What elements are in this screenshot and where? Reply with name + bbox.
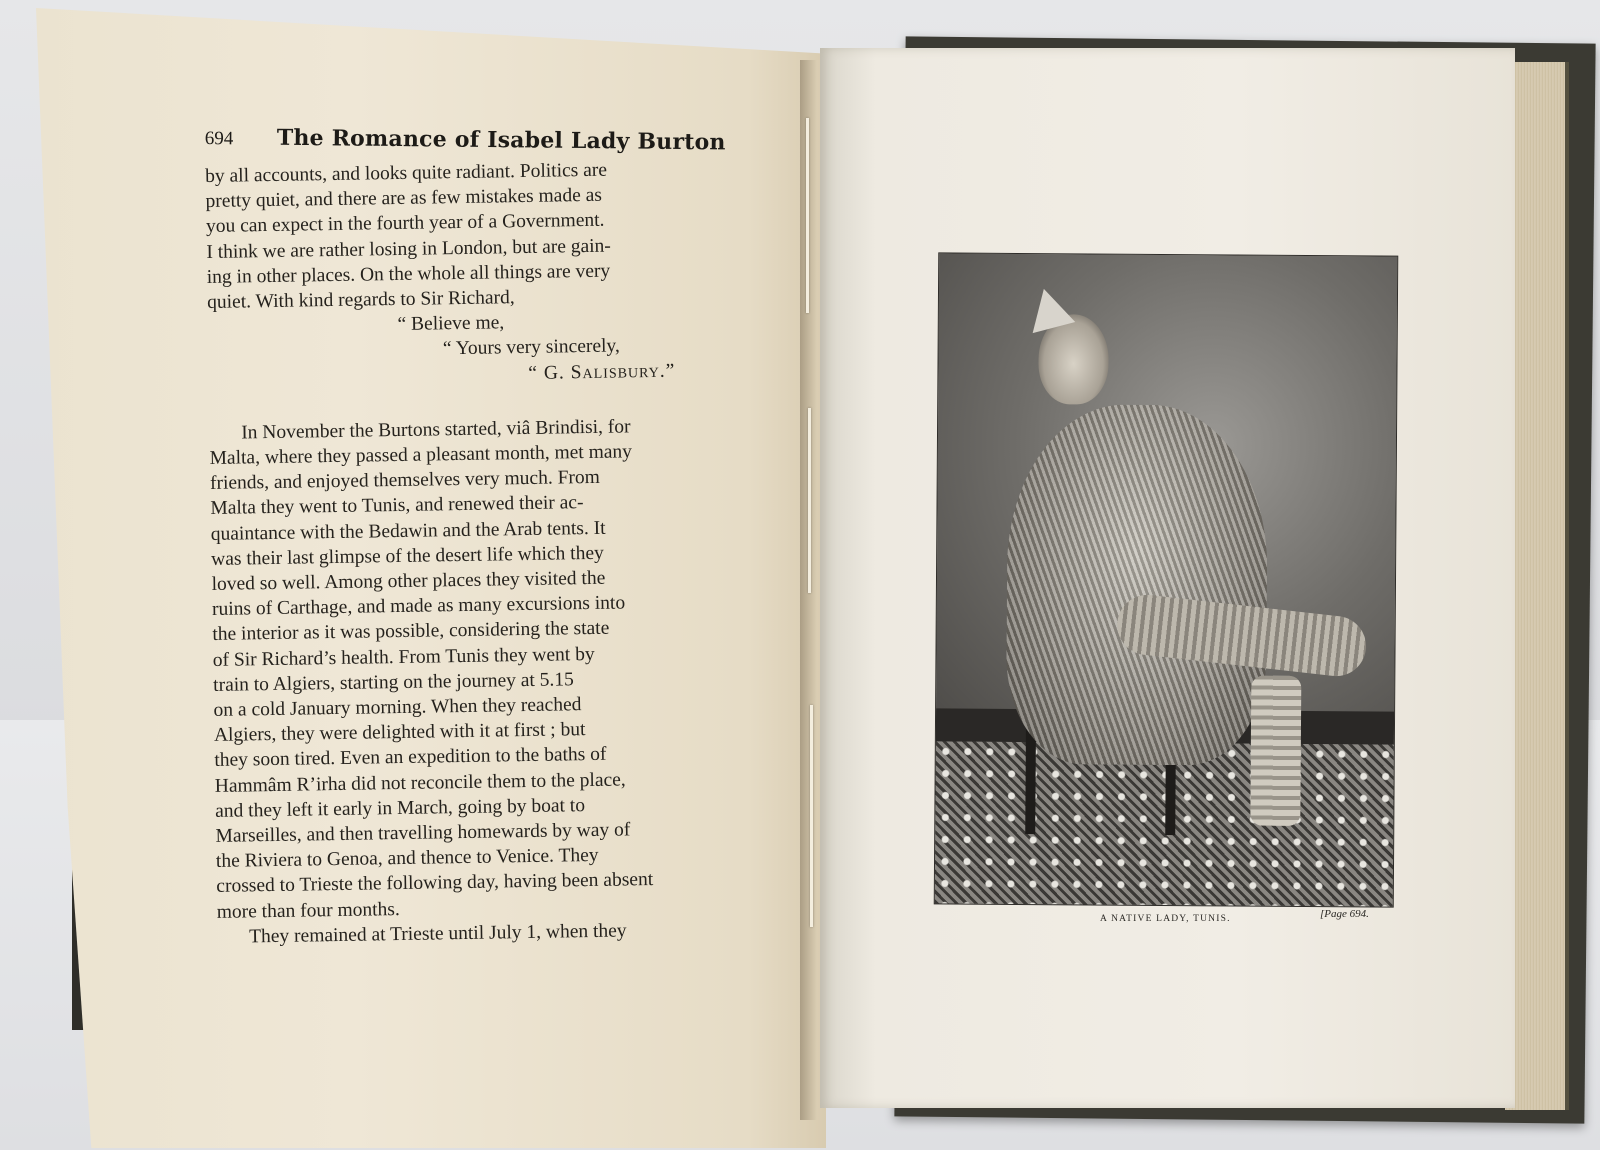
plate-page-reference: [Page 694. bbox=[1320, 908, 1369, 920]
text-line: I think we are rather losing in London, but are gain- bbox=[206, 235, 612, 263]
paragraph-line: loved so well. Among other places they visited the bbox=[211, 567, 606, 595]
paragraph-line: and they left it early in March, going by boat to bbox=[215, 794, 586, 822]
paragraph-line: They remained at Trieste until July 1, when they bbox=[248, 920, 627, 948]
paragraph-line: they soon tired. Even an expedition to the baths of bbox=[214, 744, 607, 772]
photo-figure-costume bbox=[1006, 404, 1269, 766]
binding-stitch bbox=[808, 408, 811, 593]
letter-closing: “ Yours very sincerely, bbox=[442, 335, 621, 360]
paragraph-line: In November the Burtons started, viâ Brindisi, for bbox=[241, 416, 631, 444]
paragraph-line: Malta, where they passed a pleasant month, met many bbox=[209, 441, 633, 469]
paragraph-line: train to Algiers, starting on the journey at 5.15 bbox=[213, 669, 574, 696]
paragraph-line: quaintance with the Bedawin and the Arab tents. It bbox=[210, 517, 606, 545]
text-line: ing in other places. On the whole all things are very bbox=[206, 260, 611, 288]
spine-gutter bbox=[800, 60, 828, 1120]
paragraph-line: on a cold January morning. When they reached bbox=[213, 694, 582, 721]
paragraph-line: Malta they went to Tunis, and renewed their ac- bbox=[210, 492, 584, 520]
paragraph-line: was their last glimpse of the desert life which they bbox=[211, 542, 604, 570]
letter-signature: “ G. Salisbury.” bbox=[528, 360, 676, 384]
running-head: The Romance of Isabel Lady Burton bbox=[276, 124, 726, 156]
text-line: quiet. With kind regards to Sir Richard, bbox=[207, 287, 515, 313]
paragraph-line: ruins of Carthage, and made as many excursions into bbox=[211, 592, 626, 621]
binding-stitch bbox=[810, 705, 813, 927]
binding-stitch bbox=[806, 118, 809, 313]
text-line: pretty quiet, and there are as few mistakes made as bbox=[205, 184, 603, 213]
letter-closing: “ Believe me, bbox=[397, 312, 505, 336]
plate-caption: A NATIVE LADY, TUNIS. bbox=[1100, 914, 1231, 924]
paragraph-line: Hammâm R’irha did not reconcile them to the place, bbox=[214, 769, 626, 797]
paragraph-line: friends, and enjoyed themselves very much. From bbox=[209, 467, 601, 495]
paragraph-line: crossed to Trieste the following day, having been absent bbox=[216, 869, 654, 898]
photograph-plate bbox=[934, 252, 1399, 907]
paragraph-line: more than four months. bbox=[216, 898, 400, 923]
photo-figure-lower-leg bbox=[1250, 676, 1301, 826]
paragraph-line: Marseilles, and then travelling homewards by way of bbox=[215, 819, 631, 847]
page-number: 694 bbox=[204, 127, 234, 150]
paragraph-line: Algiers, they were delighted with it at first ; but bbox=[213, 719, 586, 747]
paragraph-line: of Sir Richard’s health. From Tunis they went by bbox=[212, 643, 595, 671]
text-line: you can expect in the fourth year of a Government. bbox=[205, 210, 605, 238]
paragraph-line: the Riviera to Genoa, and thence to Venice. They bbox=[215, 845, 599, 873]
text-line: by all accounts, and looks quite radiant. Politics are bbox=[205, 159, 608, 187]
body-text bbox=[205, 156, 722, 950]
paragraph-line: the interior as it was possible, considering the state bbox=[212, 618, 610, 646]
